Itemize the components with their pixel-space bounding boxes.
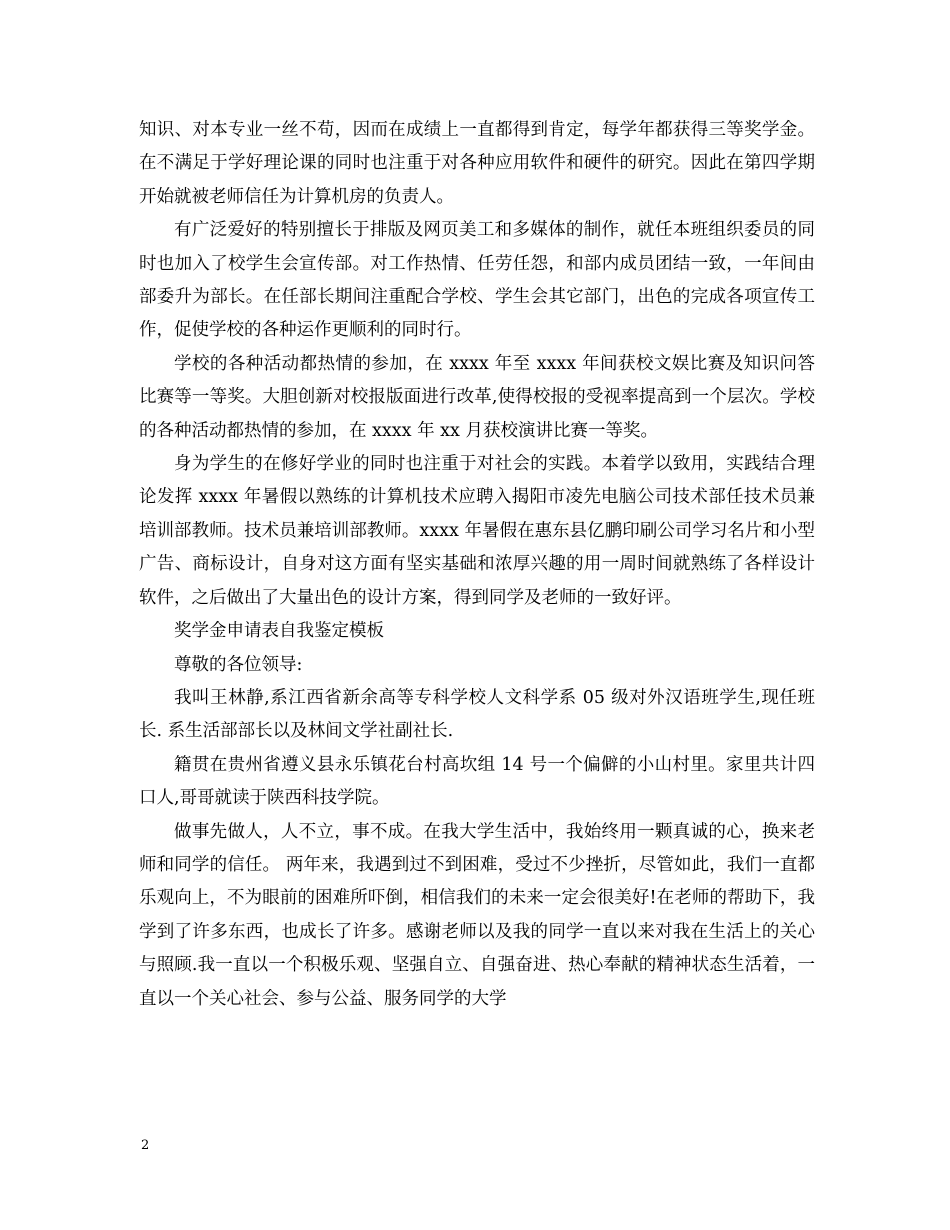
paragraph-introduction: 我叫王林静,系江西省新余高等专科学校人文科学系 05 级对外汉语班学生,现任班长. 系生活部部长以及林间文学社副社长. [139,687,815,742]
paragraph-school-activities: 学校的各种活动都热情的参加，在 xxxx 年至 xxxx 年间获校文娱比赛及知识问答比赛等一等奖。大胆创新对校报版面进行改革,使得校报的受视率提高到一个层次。学校的各种活动都热情的参加，在 xxxx 年 xx 月获校演讲比赛一等奖。 [139,353,815,441]
paragraph-social-practice: 身为学生的在修好学业的同时也注重于对社会的实践。本着学以致用，实践结合理论发挥 xxxx 年暑假以熟练的计算机技术应聘入揭阳市凌先电脑公司技术部任技术员兼培训部教师。技术员兼培训部教师。xxxx 年暑假在惠东县亿鹏印刷公司学习名片和小型广告、商标设计，自身对这方面有坚实基础和浓厚兴趣的用一周时间就熟练了各样设计软件，之后做出了大量出色的设计方案，得到同学及老师的一致好评。 [139,454,815,608]
section-heading: 奖学金申请表自我鉴定模板 [174,621,384,642]
paragraph-hobbies-publicity: 有广泛爱好的特别擅长于排版及网页美工和多媒体的制作，就任本班组织委员的同时也加入了校学生会宣传部。对工作热情、任劳任怨，和部内成员团结一致，一年间由部委升为部长。在任部长期间注重配合学校、学生会其它部门，出色的完成各项宣传工作，促使学校的各种运作更顺利的同时行。 [139,220,815,341]
paragraph-continued: 知识、对本专业一丝不苟，因而在成绩上一直都得到肯定，每学年都获得三等奖学金。在不满足于学好理论课的同时也注重于对各种应用软件和硬件的研究。因此在第四学期开始就被老师信任为计算机房的负责人。 [139,120,815,207]
paragraph-hometown: 籍贯在贵州省遵义县永乐镇花台村高坎组 14 号一个偏僻的小山村里。家里共计四口人,哥哥就读于陕西科技学院。 [139,754,815,809]
document-body [139,114,815,1016]
paragraph-college-life: 做事先做人，人不立，事不成。在我大学生活中，我始终用一颗真诚的心，换来老师和同学的信任。 两年来，我遇到过不到困难，受过不少挫折，尽管如此，我们一直都乐观向上，不为眼前的困难所吓倒，相信我们的未来一定会很美好!在老师的帮助下，我学到了许多东西，也成长了许多。感谢老师以及我的同学一直以来对我在生活上的关心与照顾.我一直以一个积极乐观、坚强自立、自强奋进、热心奉献的精神状态生活着，一直以一个关心社会、参与公益、服务同学的大学 [139,821,815,1009]
salutation: 尊敬的各位领导: [174,654,303,675]
page-number: 2 [141,1138,150,1153]
